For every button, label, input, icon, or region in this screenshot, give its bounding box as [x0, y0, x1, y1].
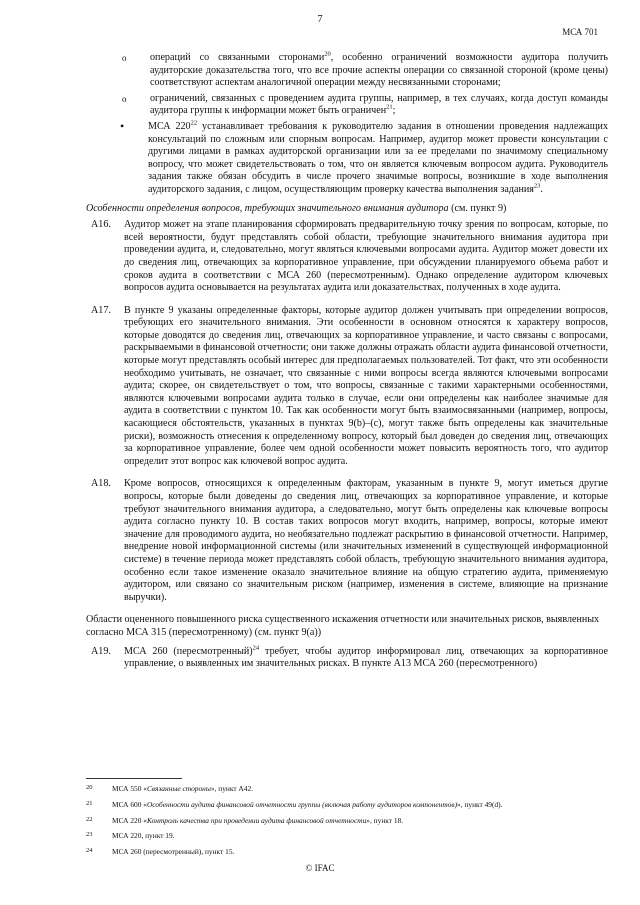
footnotes — [86, 785, 606, 864]
sub-item-text: ; — [392, 105, 396, 117]
footnote-number: 21 — [86, 799, 93, 807]
bullet-icon: • — [120, 118, 125, 133]
paragraph-number: A16. — [91, 219, 111, 231]
footnote-number: 20 — [86, 784, 93, 791]
footnote-ref[interactable]: 21 — [386, 104, 393, 112]
paragraph-text: В пункте 9 указаны определенные факторы, которые аудитор должен учитывать при определении вопросов, требующих его значительного внимания. Эти особенности в основном относятся к характеру вопросов, которые доводятся до сведения лиц, отвечающих за корпоративное управление, и часто связаны с вопросами, раскрываемыми в финансовой отчетности; они также должны отражать области аудита финансовой отчетности, которые могут представлять особый интерес для предполагаемых пользователей. Тот факт, что эти особенности необходимо учитывать, не означает, что связанные с ними вопросы всегда являются ключевыми вопросами аудита; скорее, он свидетельствует о том, что вопросы, связанные с такими характерными особенностями, являются ключевыми вопросами аудита только в случае, если они определены как наиболее значимые для аудита в соответствии с пунктом 10. Так как особенности могут быть взаимосвязанными (например, вопросы, касающиеся обстоятельств, указанных в пунктах 9(b)–(c), могут также быть определены как значительные риски), возможность отнесения к определенному вопросу, который был доведен до сведения лиц, отвечающих за корпоративное управление, более чем одной особенности может повысить вероятность того, что аудитор определит этот вопрос как ключевой вопрос аудита. — [124, 304, 608, 467]
paragraph-text: Аудитор может на этапе планирования сформировать предварительную точку зрения по вопросам, которые, по всей вероятности, будут представлять собой области, требующие значительного внимания аудитора при проведении аудита, и, следовательно, могут являться ключевыми вопросами аудита. Аудитор может довести их до сведения лиц, отвечающих за корпоративное управление, при обсуждении планируемого объема работ и сроков аудита в соответствии с МСА 260 (пересмотренным). Однако определение аудитором ключевых вопросов аудита основывается на результатах аудита или доказательствах, полученных в ходе аудита. — [124, 219, 608, 294]
paragraph-number: A18. — [91, 478, 111, 490]
section-heading — [86, 203, 608, 216]
sub-list-item — [86, 93, 608, 118]
paragraph-a17 — [86, 305, 608, 469]
footnote — [86, 832, 606, 841]
paragraph-a18 — [86, 478, 608, 604]
paragraph-a19 — [86, 646, 608, 671]
paragraph-text: Кроме вопросов, относящихся к определенным факторам, указанным в пункте 9, могут иметься другие вопросы, которые были доведены до сведения лиц, отвечающих за корпоративное управление, и которые требуют значительного внимания аудитора, а следовательно, могут быть определены как ключевые вопросы аудита согласно пункту 10. В состав таких вопросов могут входить, например, вопросы, которые имеют значение для проводимого аудита, но необязательно подлежат раскрытию в финансовой отчетности. Например, внедрение новой информационной системы (или значительных изменений в существующей информационной системе) в течение периода может представлять собой область, требующую значительного внимания аудитора, особенно если такое изменение оказало значительное влияние на общую стратегию аудита, применяемую аудитором, или связано со значительным риском (например, изменения в системе, влияющие на признание выручки). — [124, 478, 608, 603]
page-number: 7 — [317, 14, 323, 25]
footnote-text: МСА 260 (пересмотренный), пункт 15. — [112, 847, 235, 857]
footnote — [86, 801, 606, 810]
footnote-text: МСА 220 « — [112, 815, 147, 825]
footnote-number: 23 — [86, 831, 93, 839]
sub-item-text: ограничений, связанных с проведением аудита группы, например, в тех случаях, когда доступ команды аудитора группы к информации может быть ограничен — [150, 92, 608, 117]
footnote-text: », пункт A42. — [210, 784, 254, 793]
footnote-ref[interactable]: 23 — [533, 182, 541, 190]
bullet-text: МСА 220 — [148, 120, 191, 132]
bullet-text: . — [540, 183, 543, 195]
circle-bullet-icon: o — [122, 93, 127, 104]
circle-bullet-icon: o — [122, 53, 127, 63]
footnote-title: Контроль качества при проведении аудита финансовой отчетности — [146, 815, 367, 825]
footnote-divider — [86, 778, 182, 779]
footnote-text: », пункт 18. — [366, 815, 404, 825]
bullet-text: устанавливает требования к руководителю задания в отношении проведения надлежащих консультаций по сложным или спорным вопросам. Например, аудитор может провести консультации с другими лицами в рамках аудиторской организации или за ее пределами по значимому специальному вопросу, что может свидетельствовать о том, что он является ключевым вопросом аудита. Руководитель задания также обязан обсудить в числе прочего значимые вопросы, возникшие в ходе выполнения аудиторского задания, с лицом, осуществляющим проверку качества выполнения задания — [148, 120, 608, 195]
sub-item-text: , особенно ограничений возможности аудитора получить аудиторские доказательства того, что все прочие аспекты операции со связанной стороной (кроме цены) соответствуют аспектам аналогичной операции между несвязанными сторонами; — [150, 52, 608, 89]
paragraph-text: требует, чтобы аудитор информировал лиц, отвечающих за корпоративное управление, о выявленных им значительных рисках. В пункте A13 МСА 260 (пересмотренного) — [124, 645, 608, 670]
footnote-number: 24 — [86, 847, 93, 855]
subsection-heading: Области оцененного повышенного риска существенного искажения отчетности или значительных рисков, выявленных согласно МСА 315 (пересмотренному) (см. пункт 9(a)) — [86, 614, 600, 638]
footnote-text: МСА 550 « — [112, 784, 147, 793]
footnote-ref[interactable]: 24 — [252, 644, 260, 652]
footnote-title: Особенности аудита финансовой отчетности группы (включая работу аудиторов компонентов) — [146, 799, 458, 809]
paragraph-a16 — [86, 219, 608, 295]
footnote-text: МСА 220, пункт 19. — [112, 831, 175, 841]
copyright-footer: © IFAC — [305, 863, 335, 873]
footnote — [86, 848, 606, 857]
footnote — [86, 785, 606, 794]
bullet-item — [86, 118, 608, 197]
footnote-ref[interactable]: 22 — [190, 119, 198, 127]
sub-list-item — [86, 52, 608, 90]
main-content — [86, 52, 608, 681]
footnote-ref[interactable]: 20 — [324, 50, 331, 58]
footnote-text: », пункт 49(d). — [457, 799, 503, 809]
document-code: МСА 701 — [562, 27, 598, 37]
sub-item-text: операций со связанными сторонами — [150, 52, 325, 63]
footnote-text: МСА 600 « — [112, 799, 147, 809]
footnote — [86, 817, 606, 826]
paragraph-text: МСА 260 (пересмотренный) — [124, 645, 253, 657]
section-reference: (см. пункт 9) — [448, 202, 507, 214]
section-title: Особенности определения вопросов, требующих значительного внимания аудитора — [86, 202, 449, 214]
footnote-number: 22 — [86, 815, 93, 823]
footnote-title: Связанные стороны — [146, 784, 211, 793]
paragraph-number: A19. — [91, 645, 111, 657]
paragraph-number: A17. — [91, 304, 111, 316]
